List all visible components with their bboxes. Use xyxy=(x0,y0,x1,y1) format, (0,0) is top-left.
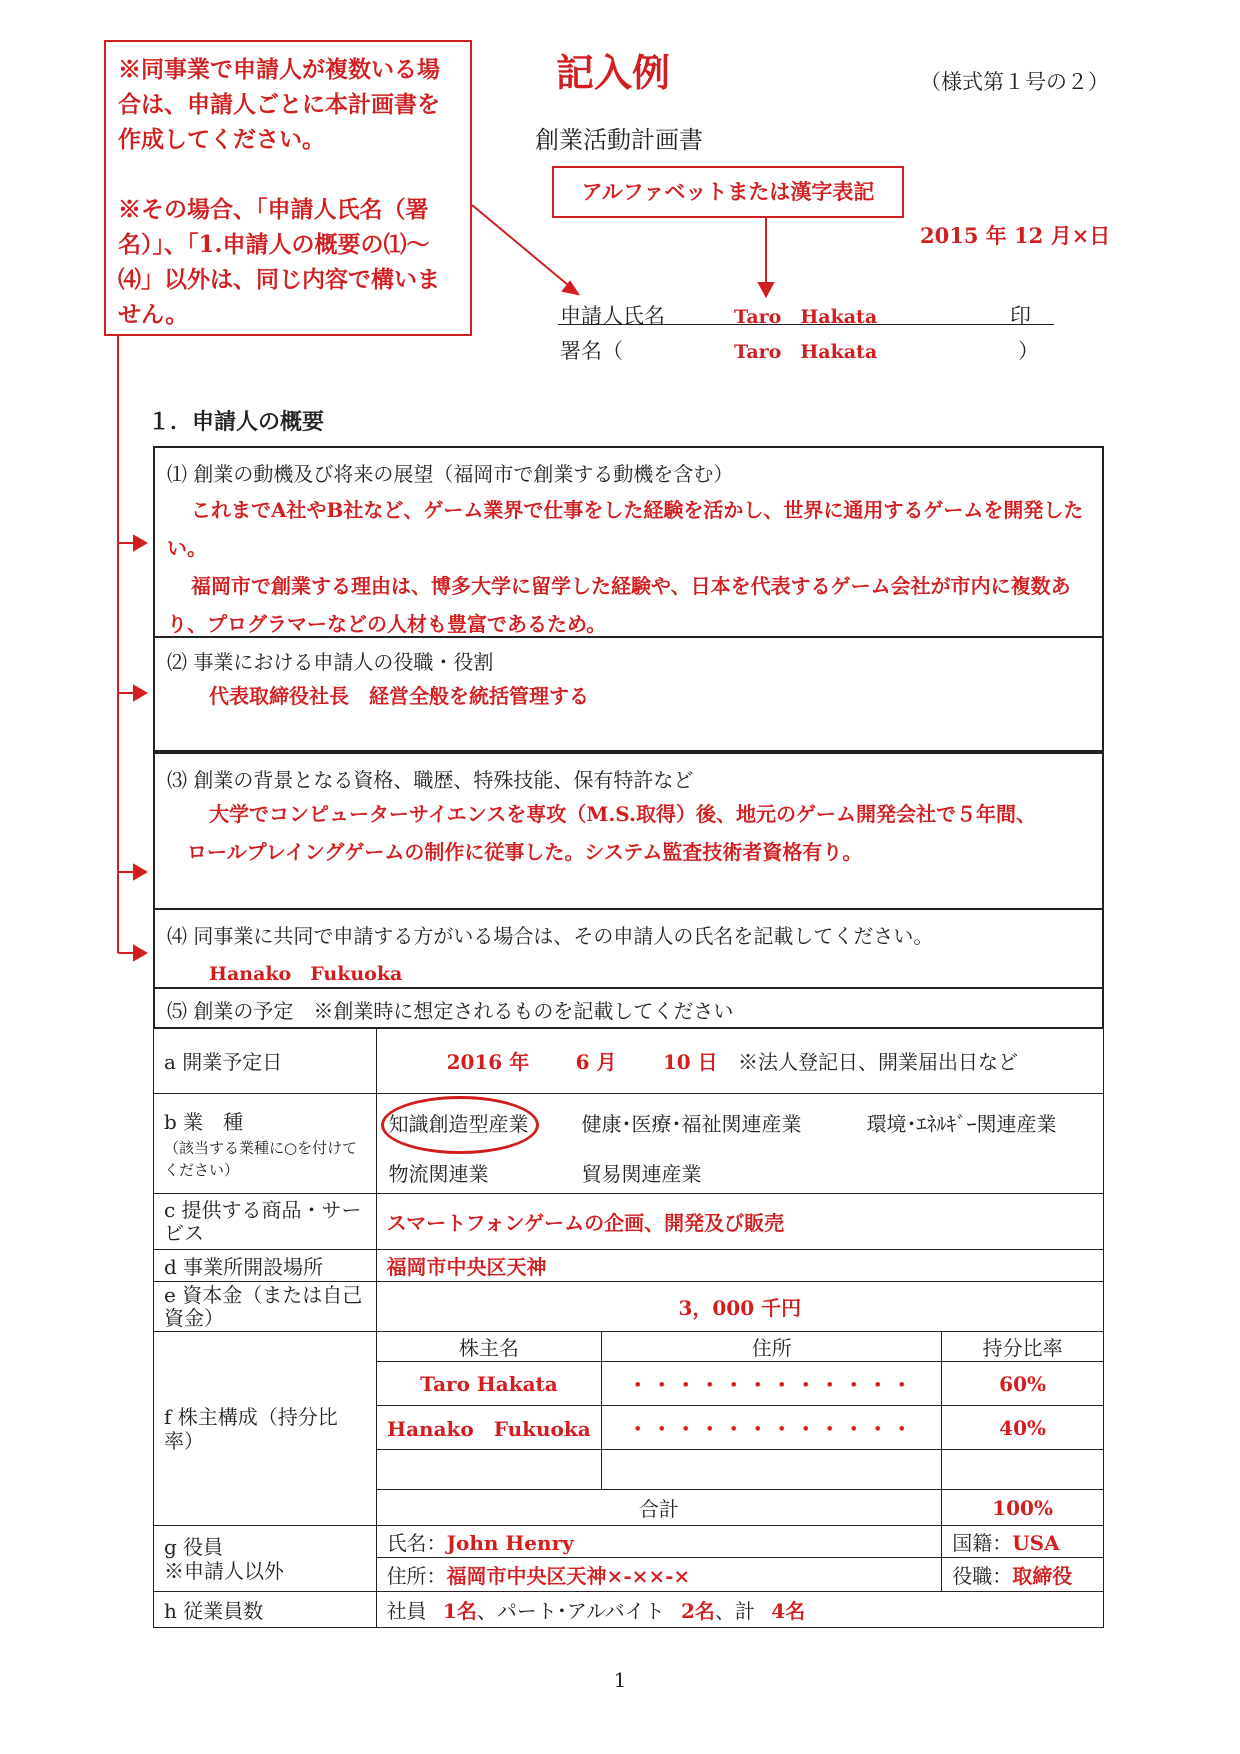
employees-label: h 従業員数 xyxy=(154,1592,377,1628)
item-2-box xyxy=(153,636,1104,752)
item-1-box xyxy=(153,446,1104,638)
employees-total-label: 、計 xyxy=(714,1599,755,1623)
date: 2015 年 12 月×日 xyxy=(920,223,1111,248)
shareholder-col-ratio: 持分比率 xyxy=(942,1332,1104,1362)
opening-day: 10 日 xyxy=(662,1050,718,1074)
item-3-text-a: 大学でコンピューターサイエンスを専攻（M.S.取得）後、地元のゲーム開発会社で５年間、 xyxy=(209,802,1036,826)
arrowhead-value xyxy=(759,283,773,296)
officer-sub: ※申請人以外 xyxy=(164,1558,284,1583)
shareholder-name: Taro Hakata xyxy=(376,1362,602,1406)
products-value: スマートフォンゲームの企画、開発及び販売 xyxy=(376,1194,1103,1250)
row-shareholders-head xyxy=(154,1332,1104,1362)
row-capital xyxy=(154,1282,1104,1332)
industry-option-trade: 貿易関連産業 xyxy=(581,1162,702,1186)
applicant-name-value: Taro Hakata xyxy=(734,306,878,328)
signature-label: 署名（ xyxy=(560,339,623,363)
shareholders-label: f 株主構成（持分比率） xyxy=(154,1332,377,1526)
location-label: d 事業所開設場所 xyxy=(154,1250,377,1282)
arrowhead-item1 xyxy=(134,536,146,550)
capital-value: 3，000 千円 xyxy=(376,1282,1103,1332)
arrowhead-item2 xyxy=(134,686,146,700)
officer-address-label: 住所： xyxy=(386,1564,447,1588)
signature-value: Taro Hakata xyxy=(734,341,878,363)
row-officer-1 xyxy=(154,1526,1104,1558)
industry-option-knowledge: 知識創造型産業 xyxy=(388,1112,529,1136)
employees-staff: 1名 xyxy=(442,1599,477,1623)
officer-name: John Henry xyxy=(446,1531,574,1555)
seal-mark: 印 xyxy=(1010,304,1031,328)
officer-role-label: 役職： xyxy=(952,1564,1013,1588)
officer-address: 福岡市中央区天神×-××-× xyxy=(446,1564,691,1588)
opening-date-cell xyxy=(376,1028,1103,1094)
note-line-2: ※その場合、「申請人氏名（署名）」、「1.申請人の概要の⑴～⑷」以外は、同じ内容で構いません。 xyxy=(118,196,440,328)
arrowhead-item4 xyxy=(134,946,146,960)
document-title: 創業活動計画書 xyxy=(535,126,703,154)
shareholder-total: 100% xyxy=(942,1490,1104,1526)
officer-name-label: 氏名： xyxy=(386,1531,447,1555)
industry-option-health: 健康･医療･福祉関連産業 xyxy=(581,1112,802,1136)
shareholder-ratio: 40% xyxy=(942,1406,1104,1450)
alphabet-note-box: アルファベットまたは漢字表記 xyxy=(552,166,904,218)
shareholder-col-name: 株主名 xyxy=(376,1332,602,1362)
shareholder-address: ・・・・・・・・・・・・ xyxy=(602,1362,942,1406)
shareholder-name: Hanako Fukuoka xyxy=(376,1406,602,1450)
industry-option-logistics: 物流関連業 xyxy=(388,1162,489,1186)
item-5-label: ⑸ 創業の予定 ※創業時に想定されるものを記載してください xyxy=(167,999,734,1023)
form-number: （様式第１号の２） xyxy=(920,70,1109,94)
item-2-label: ⑵ 事業における申請人の役職・役割 xyxy=(167,650,494,674)
industry-hint: （該当する業種に○を付けてください） xyxy=(164,1139,358,1179)
item-1-label: ⑴ 創業の動機及び将来の展望（福岡市で創業する動機を含む） xyxy=(167,462,734,486)
plan-table xyxy=(153,1027,1104,1628)
selected-circle xyxy=(381,1096,539,1154)
row-location xyxy=(154,1250,1104,1282)
officer-role: 取締役 xyxy=(1012,1564,1073,1588)
item-2-text: 代表取締役社長 経営全般を統括管理する xyxy=(209,684,589,708)
row-employees xyxy=(154,1592,1104,1628)
industry-option-environment: 環境･ｴﾈﾙｷﾞｰ関連産業 xyxy=(866,1112,1057,1136)
note-line-1: ※同事業で申請人が複数いる場合は、申請人ごとに本計画書を作成してください。 xyxy=(118,56,440,153)
employees-staff-label: 社員 xyxy=(386,1599,427,1623)
officer-nationality: USA xyxy=(1012,1531,1060,1555)
arrowhead-item3 xyxy=(134,865,146,879)
location-value: 福岡市中央区天神 xyxy=(376,1250,1103,1282)
employees-part-label: 、パート･アルバイト xyxy=(476,1599,665,1623)
employees-total: 4名 xyxy=(771,1599,806,1623)
page-title: 記入例 xyxy=(556,50,671,95)
item-4-text: Hanako Fukuoka xyxy=(209,963,403,985)
officer-label: g 役員 xyxy=(164,1534,224,1559)
item-1-text-b: 福岡市で創業する理由は、博多大学に留学した経験や、日本を代表するゲーム会社が市内に複数あり、プログラマーなどの人材も豊富であるため。 xyxy=(167,574,1071,636)
item-5-box xyxy=(153,987,1104,1029)
shareholder-address: ・・・・・・・・・・・・ xyxy=(602,1406,942,1450)
section-heading: １．申請人の概要 xyxy=(148,409,325,435)
industry-label: b 業 種 xyxy=(164,1110,244,1134)
item-3-label: ⑶ 創業の背景となる資格、職歴、特殊技能、保有特許など xyxy=(167,768,694,792)
applicant-name-label: 申請人氏名 xyxy=(560,304,665,328)
page-number: 1 xyxy=(613,1668,627,1692)
row-opening-date xyxy=(154,1028,1104,1094)
officer-nationality-label: 国籍： xyxy=(952,1531,1013,1555)
opening-month: 6 月 xyxy=(575,1050,617,1074)
item-4-label: ⑷ 同事業に共同で申請する方がいる場合は、その申請人の氏名を記載してください。 xyxy=(167,924,934,948)
products-label: c 提供する商品・サービス xyxy=(154,1194,377,1250)
item-3-box xyxy=(153,752,1104,910)
name-underline xyxy=(558,324,1054,325)
signature-close: ） xyxy=(1018,339,1039,363)
shareholder-col-address: 住所 xyxy=(602,1332,942,1362)
item-1-text-a: これまでA社やB社など、ゲーム業界で仕事をした経験を活かし、世界に通用するゲームを開発したい。 xyxy=(167,498,1084,560)
opening-note: ※法人登記日、開業届出日など xyxy=(737,1050,1018,1074)
opening-year: 2016 年 xyxy=(446,1050,530,1074)
opening-date-label: a 開業予定日 xyxy=(154,1028,377,1094)
industry-options xyxy=(376,1094,1103,1194)
row-industry xyxy=(154,1094,1104,1194)
item-3-text-b: ロールプレイングゲームの制作に従事した。システム監査技術者資格有り。 xyxy=(187,840,863,864)
shareholder-total-label: 合計 xyxy=(376,1490,942,1526)
capital-label: e 資本金（または自己資金） xyxy=(154,1282,377,1332)
employees-part: 2名 xyxy=(681,1599,715,1623)
row-products xyxy=(154,1194,1104,1250)
item-4-box xyxy=(153,908,1104,989)
shareholder-ratio: 60% xyxy=(942,1362,1104,1406)
